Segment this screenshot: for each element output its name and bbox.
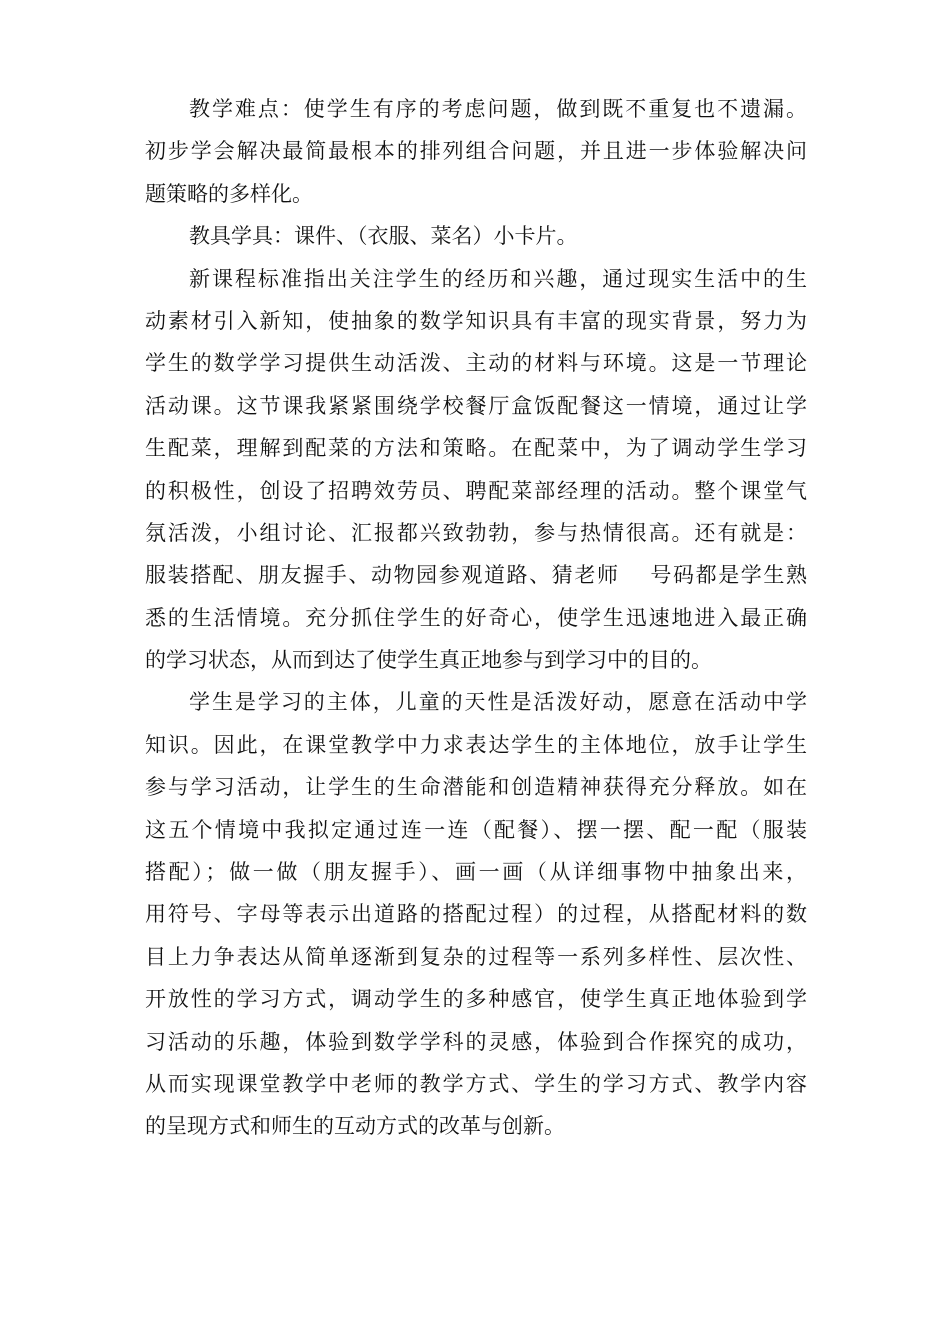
paragraph-curriculum-standard [145,258,807,682]
paragraph-teaching-tools [145,215,807,257]
paragraph-teaching-difficulty [145,88,807,215]
text-line: 的积极性，创设了招聘效劳员、聘配菜部经理的活动。整个课堂气 [145,478,807,503]
text-line: 参与学习活动，让学生的生命潜能和创造精神获得充分释放。如在 [145,775,807,800]
text-line: 生配菜，理解到配菜的方法和策略。在配菜中，为了调动学生学习 [145,436,807,461]
text-line: 目上力争表达从简单逐渐到复杂的过程等一系列多样性、层次性、 [145,944,807,969]
text-line: 初步学会解决最简最根本的排列组合问题，并且进一步体验解决问 [145,139,807,164]
text-line: 搭配）；做一做（朋友握手）、画一画（从详细事物中抽象出来， [145,860,807,885]
text-line: 悉的生活情境。充分抓住学生的好奇心，使学生迅速地进入最正确 [145,605,807,630]
text-line: 这五个情境中我拟定通过连一连（配餐）、摆一摆、配一配（服装 [145,817,807,842]
text-line: 教学难点：使学生有序的考虑问题，做到既不重复也不遗漏。 [189,97,807,121]
paragraph-student-subject [145,681,807,1147]
text-line: 的呈现方式和师生的互动方式的改革与创新。 [145,1114,565,1139]
text-line: 学生是学习的主体，儿童的天性是活泼好动，愿意在活动中学 [189,690,807,715]
text-line: 活动课。这节课我紧紧围绕学校餐厅盒饭配餐这一情境，通过让学 [145,393,807,418]
text-line: 开放性的学习方式，调动学生的多种感官，使学生真正地体验到学 [145,987,807,1012]
text-line: 从而实现课堂教学中老师的教学方式、学生的学习方式、教学内容 [145,1071,807,1096]
text-line: 新课程标准指出关注学生的经历和兴趣，通过现实生活中的生 [189,266,807,291]
text-line: 题策略的多样化。 [145,181,313,206]
text-line: 动素材引入新知，使抽象的数学知识具有丰富的现实背景，努力为 [145,308,807,333]
document-body [145,88,807,1148]
text-line: 知识。因此，在课堂教学中力求表达学生的主体地位，放手让学生 [145,732,807,757]
text-line: 的学习状态，从而到达了使学生真正地参与到学习中的目的。 [145,648,712,673]
text-line: 用符号、字母等表示出道路的搭配过程）的过程，从搭配材料的数 [145,902,807,927]
text-line: 服装搭配、朋友握手、动物园参观道路、猜老师 号码都是学生熟 [145,563,807,588]
text-line: 习活动的乐趣，体验到数学学科的灵感，体验到合作探究的成功， [145,1029,807,1054]
text-line: 氛活泼，小组讨论、汇报都兴致勃勃，参与热情很高。还有就是： [145,520,807,545]
text-line: 教具学具：课件、（衣服、菜名）小卡片。 [189,224,578,249]
text-line: 学生的数学学习提供生动活泼、主动的材料与环境。这是一节理论 [145,351,807,376]
